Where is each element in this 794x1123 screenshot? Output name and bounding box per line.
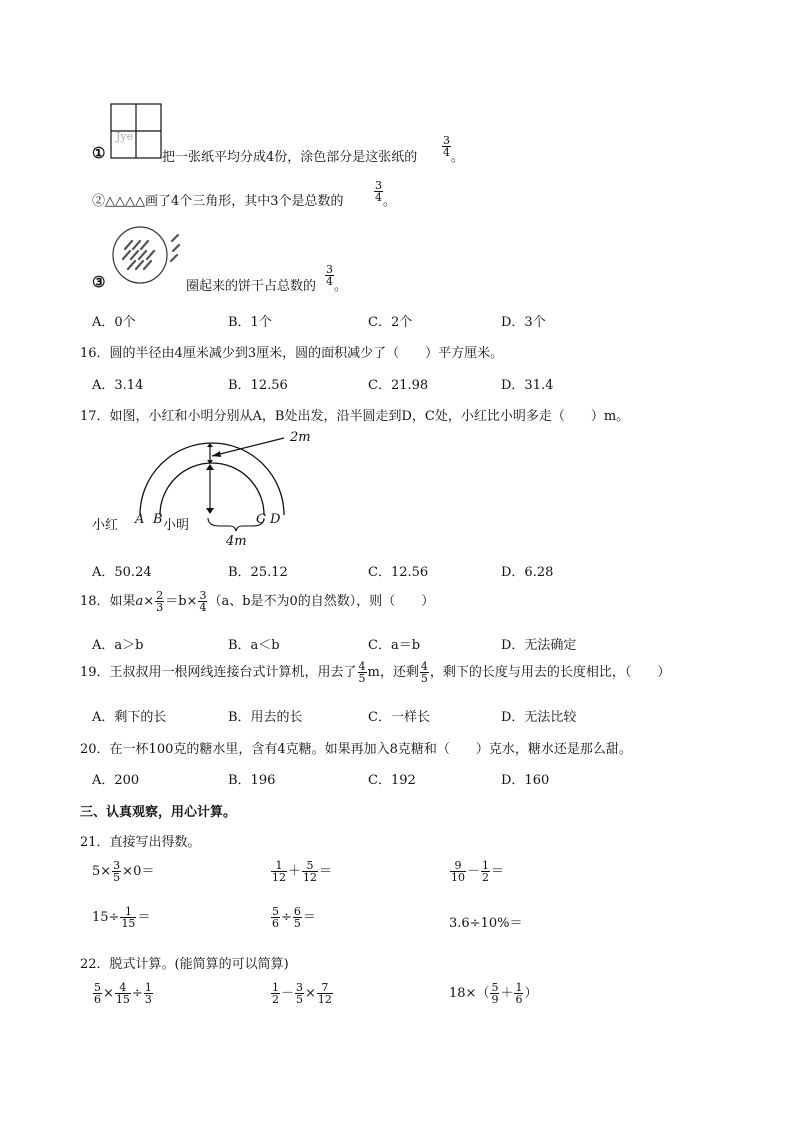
- semicircle-diagram: [80, 428, 340, 553]
- option-c[interactable]: C．12.56: [368, 565, 429, 580]
- fraction: $\frac{3}{4}$: [375, 179, 382, 204]
- q21-expr-1: 5× $\frac{3}{5}$ ×0＝: [92, 859, 155, 884]
- option-b[interactable]: B．a＜b: [228, 638, 280, 653]
- fraction: $\frac{3}{4}$: [199, 589, 207, 614]
- q21-expr-6: 3.6÷10%＝: [449, 916, 523, 931]
- item-number: ①: [92, 144, 106, 162]
- option-a[interactable]: A．0个: [92, 315, 136, 330]
- fraction: $\frac{3}{4}$: [326, 263, 333, 288]
- label-2m: 2m: [290, 430, 311, 445]
- option-c[interactable]: C．21.98: [368, 378, 429, 393]
- option-a[interactable]: A．50.24: [92, 565, 152, 580]
- item-text: 圈起来的饼干占总数的: [186, 279, 317, 294]
- item-text: 把一张纸平均分成4份，涂色部分是这张纸的: [162, 150, 418, 165]
- label-b: B: [153, 512, 163, 527]
- label-d: D: [270, 512, 281, 527]
- label-4m: 4m: [226, 534, 247, 549]
- fraction: $\frac{3}{4}$: [443, 134, 450, 159]
- option-d[interactable]: D．160: [501, 773, 550, 788]
- option-b[interactable]: B．196: [228, 773, 276, 788]
- q20-text: 20．在一杯100克的糖水里，含有4克糖。如果再加入8克糖和（ ）克水，糖水还是那么甜。: [80, 742, 632, 757]
- label-a: A: [135, 512, 145, 527]
- option-c[interactable]: C．2个: [368, 315, 413, 330]
- option-a[interactable]: A．200: [92, 773, 140, 788]
- option-b[interactable]: B．12.56: [228, 378, 288, 393]
- label-xiaohong: 小红: [92, 518, 119, 533]
- option-d[interactable]: D．无法确定: [501, 638, 577, 653]
- option-c[interactable]: C．192: [368, 773, 416, 788]
- q17-figure: [80, 428, 340, 553]
- q18-text: 18．如果a× $\frac{2}{3}$ ＝b× $\frac{3}{4}$ （a、b是不为0的自然数），则（ ）: [80, 589, 435, 614]
- option-d[interactable]: D．6.28: [501, 565, 554, 580]
- label-c: C: [256, 512, 266, 527]
- option-b[interactable]: B．25.12: [228, 565, 288, 580]
- q22-expr-3: 18×（ $\frac{5}{9}$ ＋ $\frac{1}{6}$ ）: [449, 981, 538, 1006]
- section-title: 三、认真观察，用心计算。: [80, 805, 237, 820]
- fraction: $\frac{4}{5}$: [358, 660, 366, 685]
- q16-text: 16．圆的半径由4厘米减少到3厘米，圆的面积减少了（ ）平方厘米。: [80, 346, 504, 361]
- fraction: $\frac{4}{5}$: [420, 660, 428, 685]
- q21-expr-5: $\frac{5}{6}$ ÷ $\frac{6}{5}$ ＝: [272, 905, 316, 930]
- option-d[interactable]: D．3个: [501, 315, 546, 330]
- option-a[interactable]: A．a＞b: [92, 638, 144, 653]
- q17-text: 17．如图，小红和小明分别从A，B处出发，沿半圆走到D，C处，小红比小明多走（ ）m。: [80, 409, 630, 424]
- q22-expr-2: $\frac{1}{2}$ － $\frac{3}{5}$ × $\frac{7}{12}$: [272, 981, 332, 1006]
- q22-title: 22．脱式计算。(能简算的可以简算): [80, 957, 289, 972]
- q21-expr-2: $\frac{1}{12}$ ＋ $\frac{5}{12}$ ＝: [272, 859, 333, 884]
- option-a[interactable]: A．剩下的长: [92, 710, 167, 725]
- item-number: ③: [92, 273, 106, 291]
- label-xiaoming: 小明: [163, 518, 190, 533]
- q21-expr-4: 15÷ $\frac{1}{15}$ ＝: [92, 905, 151, 930]
- watermark: Jye: [116, 130, 134, 143]
- option-d[interactable]: D．31.4: [501, 378, 554, 393]
- option-b[interactable]: B．1个: [228, 315, 272, 330]
- item-text: ②△△△△画了4个三角形，其中3个是总数的: [92, 194, 344, 209]
- fraction: $\frac{2}{3}$: [156, 589, 164, 614]
- q21-expr-3: $\frac{9}{10}$ － $\frac{1}{2}$ ＝: [451, 859, 505, 884]
- option-d[interactable]: D．无法比较: [501, 710, 577, 725]
- option-c[interactable]: C．一样长: [368, 710, 430, 725]
- option-a[interactable]: A．3.14: [92, 378, 144, 393]
- option-c[interactable]: C．a＝b: [368, 638, 421, 653]
- q22-expr-1: $\frac{5}{6}$ × $\frac{4}{15}$ ÷ $\frac{1}{3}$: [94, 981, 152, 1006]
- q21-title: 21．直接写出得数。: [80, 835, 201, 850]
- option-b[interactable]: B．用去的长: [228, 710, 303, 725]
- q19-text: 19．王叔叔用一根网线连接台式计算机，用去了 $\frac{4}{5}$ m，还剩 $\frac{4}{5}$ ，剩下的长度与用去的长度相比，（ ）: [80, 660, 671, 685]
